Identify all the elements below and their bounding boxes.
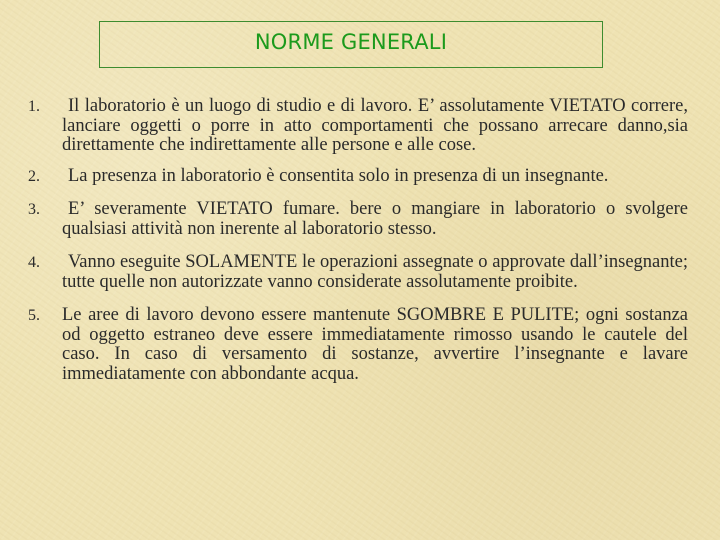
rule-text: Vanno eseguite SOLAMENTE le operazioni assegnate o approvate dall’insegnante; tutte quelle non autorizzate vanno considerate assolutamente proibite. bbox=[62, 252, 688, 292]
rule-item-5 bbox=[28, 306, 688, 384]
title-box bbox=[99, 21, 603, 68]
rule-text: Le aree di lavoro devono essere mantenute SGOMBRE E PULITE; ogni sostanza od oggetto estraneo deve essere immediatamente rimosso usando le cautele del caso. In caso di versamento di sostanze, avvertire l’insegnante e lavare immediatamente con abbondante acqua. bbox=[62, 305, 688, 384]
rule-text: Il laboratorio è un luogo di studio e di lavoro. E’ assolutamente VIETATO correre, lanciare oggetti o porre in atto comportamenti che possano arrecare danno,sia direttamente che indirettamente alle persone e alle cose. bbox=[62, 96, 688, 155]
rule-item-3 bbox=[28, 200, 688, 239]
rule-number: 1. bbox=[28, 98, 40, 115]
rule-item-2 bbox=[28, 167, 688, 187]
rule-number: 3. bbox=[28, 201, 40, 218]
rule-number: 5. bbox=[28, 307, 40, 324]
rule-item-1 bbox=[28, 97, 688, 156]
rule-number: 4. bbox=[28, 254, 40, 271]
rule-text: La presenza in laboratorio è consentita solo in presenza di un insegnante. bbox=[68, 165, 609, 186]
rules-list bbox=[28, 97, 688, 384]
rule-item-4 bbox=[28, 253, 688, 292]
rule-text: E’ severamente VIETATO fumare. bere o mangiare in laboratorio o svolgere qualsiasi attività non inerente al laboratorio stesso. bbox=[62, 199, 688, 239]
page-title: NORME GENERALI bbox=[254, 30, 448, 54]
rule-number: 2. bbox=[28, 167, 40, 185]
